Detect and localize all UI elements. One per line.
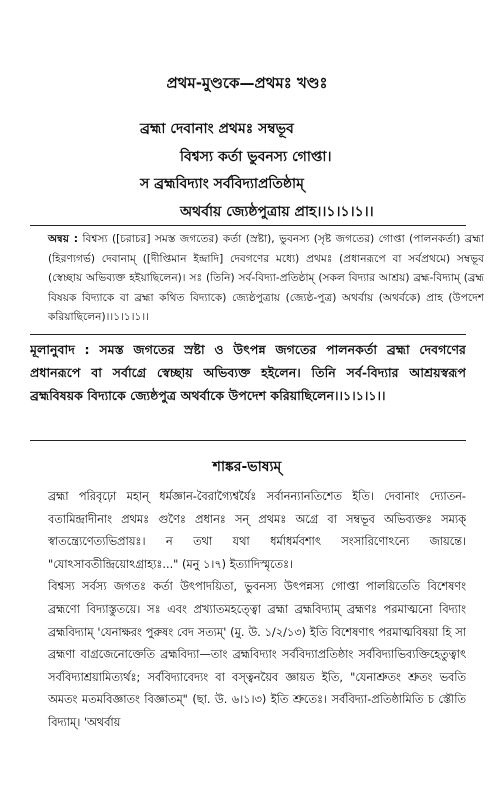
bhashya-text: [30, 486, 466, 780]
divider-bottom: [30, 440, 466, 441]
mula-text: সমস্ত জগতের স্রষ্টা ও উৎপন্ন জগতের পালনকর্তা ব্রহ্মা দেবগণের প্রধানরূপে বা সর্বাগ্রে স্বেচ্ছায় অভিব্যক্ত হইলেন। তিনি সর্ব-বিদ্যার আশ্রয়স্বরূপ ব্রহ্মবিষয়ক বিদ্যাকে জ্যেষ্ঠপুত্র অথর্বাকে উপদেশ করিয়াছিলেন।।১।১।১।।: [30, 342, 466, 403]
divider-middle: [30, 334, 466, 335]
verse-line-1: ব্রহ্মা দেবানাং প্রথমঃ সম্বভূব: [140, 121, 294, 137]
bhashya-heading: শাঙ্কর-ভাষ্যম্‌: [212, 459, 282, 475]
bhashya-paragraph-2: বিশ্বস্য সর্বস্য জগতঃ কর্তা উৎপাদয়িতা, ভুবনস্য উৎপন্নস্য গোপ্তা পালয়িতেতি বিশেষণং ব্রহ্মণো বিদ্যাস্তুতয়ে। সঃ এবং প্রখ্যাতমহত্ত্বো ব্রহ্মা ব্রহ্মবিদ্যাম্‌ ব্রহ্মণঃ পরমাত্মনো বিদ্যাং ব্রহ্মবিদ্যাম্‌ 'যেনাক্ষরং পুরুষং বেদ সত্যম্‌' (মু. উ. ১/২/১৩) ইতি বিশেষণাৎ পরমাত্মবিষয়া হি সা ব্রহ্মণা বাগ্রজেনোক্তেতি ব্রহ্মবিদ্যা—তাং ব্রহ্মবিদ্যাং সর্ববিদ্যাপ্রতিষ্ঠাং সর্ববিদ্যাভিব্যক্তিহেতুত্বাৎ সর্ববিদ্যাশ্রয়ামিত্যর্থঃ; সর্ববিদ্যাবেদ্যং বা বস্ত্বনয়ৈব জ্ঞায়ত ইতি, "যেনাশ্রুতং শ্রুতং ভবতি অমতং মতমবিজ্ঞাতং বিজ্ঞাতম্‌" (ছা. উ. ৬।১।৩) ইতি শ্রুতেঃ। সর্ববিদ্যা-প্রতিষ্ঠামিতি চ স্তৌতি বিদ্যাম্‌। 'অথর্বায়: [48, 580, 466, 729]
verse-line-4: অথর্বায় জ্যেষ্ঠপুত্রায় প্রাহ।।১।১।১।।: [180, 204, 374, 220]
verse-line-2: বিশ্বস্য কর্তা ভুবনস্য গোপ্তা।: [180, 149, 332, 165]
verse-line-3: স ব্রহ্মবিদ্যাং সর্ববিদ্যাপ্রতিষ্ঠাম্‌: [140, 176, 304, 192]
anvaya-paragraph: [30, 230, 484, 330]
anvaya-label: অন্বয় :: [48, 233, 79, 245]
anvaya-text: বিশ্বস্য ([চরাচর] সমস্ত জগতের) কর্তা (স্রষ্টা), ভুবনস্য (সৃষ্ট জগতের) গোপ্তা (পালনকর্তা) ব্রহ্মা (হিরণ্যগর্ভ) দেবানাম্‌ ([দীপ্তিমান ইন্দ্রাদি] দেবগণের মধ্যে) প্রথমঃ (প্রধানরূপে বা সর্বপ্রথমে) সম্বভূব (স্বেচ্ছায় অভিব্যক্ত হইয়াছিলেন)। সঃ (তিনি) সর্ব-বিদ্যা-প্রতিষ্ঠাম্‌ (সকল বিদ্যার আশ্রয়) ব্রহ্ম-বিদ্যাম্‌ (ব্রহ্ম বিষয়ক বিদ্যাকে বা ব্রহ্মা কথিত বিদ্যাকে) জ্যেষ্ঠপুত্রায় (জ্যেষ্ঠ-পুত্র) অথর্বায় (অথর্বকে) প্রাহ (উপদেশ করিয়াছিলেন)।।১।১।১।।: [48, 233, 484, 323]
divider-top: [30, 225, 466, 226]
mula-label: মূলানুবাদ :: [30, 342, 90, 357]
mula-paragraph: [30, 338, 466, 434]
bhashya-paragraph-1: ব্রহ্মা পরিবৃঢ়ো মহান্‌ ধর্মজ্ঞান-বৈরাগ্যৈশ্বর্যৈঃ সর্বানন্যানতিশেত ইতি। দেবানাং দ্যোতন-বতামিন্দ্রাদীনাং প্রথমঃ গুণৈঃ প্রধানঃ সন্‌ প্রথমঃ অগ্রে বা সম্বভূব অভিব্যক্তঃ সম্যক্‌ স্বাতন্ত্র্যেণেত্যভিপ্রায়ঃ। ন তথা যথা ধর্মাধর্মবশাৎ সংসারিণোঽন্যে জায়ন্তে। "যোঽসাবতীন্দ্রিয়োঽগ্রাহ্যঃ..." (মনু ১।৭) ইত্যাদিস্মৃতেঃ।: [48, 490, 466, 571]
section-heading: প্রথম-মুণ্ডকে—প্রথমঃ খণ্ডঃ: [166, 74, 328, 92]
